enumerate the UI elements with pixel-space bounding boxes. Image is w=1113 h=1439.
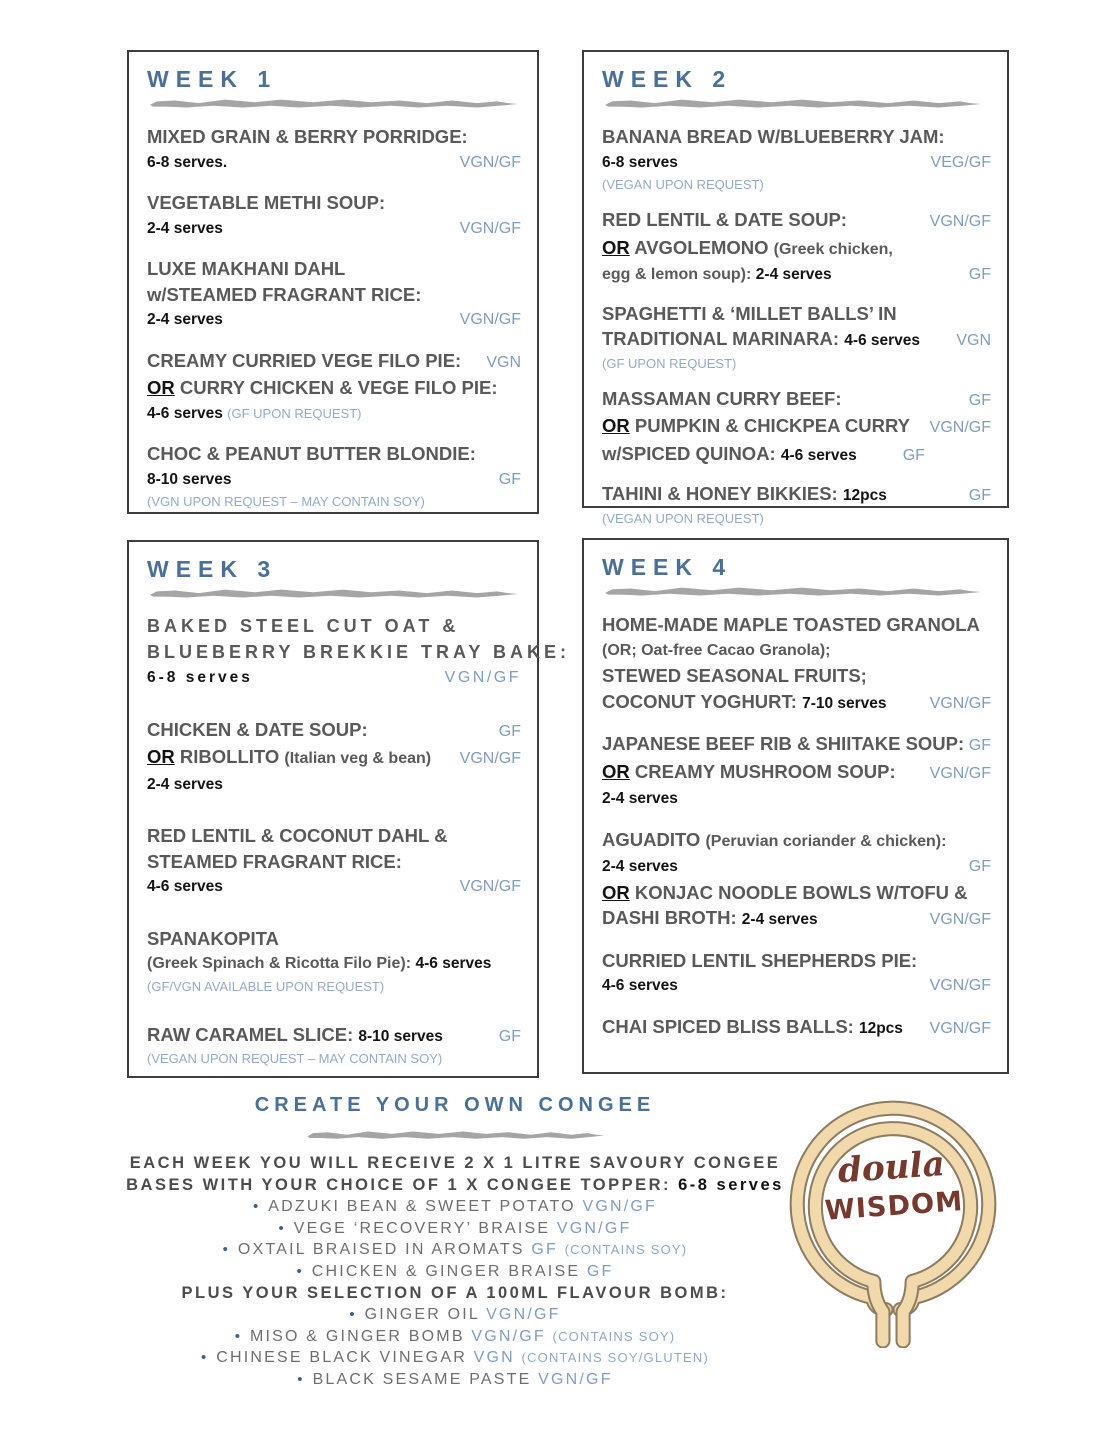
diet-tag: VGN/GF [444,669,521,686]
serves-text: 8-10 serves [358,1027,443,1045]
diet-tag: VGN/GF [486,1306,561,1323]
serves-text: 2-4 serves [602,858,678,875]
bullet-icon: • [222,1241,228,1258]
diet-tag: VGN/GF [929,911,991,928]
dish-name: MIXED GRAIN & BERRY PORRIDGE: [147,126,468,147]
diet-tag: VGN/GF [459,153,521,171]
week-2-box [582,50,1009,526]
congee-item-text: VEGE ‘RECOVERY’ BRAISE [293,1219,557,1237]
dish-note: (VEGAN UPON REQUEST) [602,510,764,526]
dish-name: JAPANESE BEEF RIB & SHIITAKE SOUP: [602,733,965,754]
serves-text: 4-6 serves [147,404,228,422]
diet-tag: GF [902,446,925,464]
dish-name: STEAMED FRAGRANT RICE: [147,850,402,872]
logo-word-doula: doula [836,1144,947,1192]
congee-item-text: CHINESE BLACK VINEGAR [216,1349,474,1366]
congee-flavour-list [40,1304,870,1390]
congee-list-item [40,1369,870,1391]
menu-item [602,481,991,528]
congee-item-text: ADZUKI BEAN & SWEET POTATO [268,1198,583,1215]
diet-tag: GF [586,1262,614,1280]
or-label: OR [602,236,630,258]
congee-list-item [40,1218,870,1240]
serves-text: 4-6 serves [844,332,921,349]
congee-list-item [40,1326,870,1348]
diet-tag: VGN/GF [582,1198,658,1215]
dish-name: SPANAKOPITA [147,927,279,949]
menu-item [147,1022,521,1069]
congee-list-item [40,1196,870,1218]
dish-name: COCONUT YOGHURT: [602,690,803,712]
dish-subtitle: (Peruvian coriander & chicken): [705,832,947,850]
congee-list-item [40,1261,870,1283]
menu-item [602,731,991,812]
dish-note: (VEGAN UPON REQUEST – MAY CONTAIN SOY) [147,1051,443,1066]
bullet-icon: • [234,1327,240,1345]
congee-list-item [40,1304,870,1326]
serves-text: 2-4 serves [147,311,223,328]
diet-tag: VGN/GF [929,213,991,230]
week-title: WEEK 4 [602,554,733,580]
congee-item-text: GINGER OIL [364,1306,487,1323]
dish-name: AGUADITO [602,828,706,850]
diet-tag: GF [968,487,991,504]
serves-text: 2-4 serves [755,266,832,283]
congee-flavour-heading: PLUS YOUR SELECTION OF A 100ML FLAVOUR BOMB: [181,1284,729,1302]
menu-item [147,926,521,996]
dish-name: CURRIED LENTIL SHEPHERDS PIE: [602,949,918,971]
diet-tag: VGN/GF [459,750,521,767]
week-3-box [127,540,571,1078]
dish-name: TAHINI & HONEY BIKKIES: [602,483,843,504]
diet-tag: GF [531,1241,565,1258]
congee-serves: 6-8 serves [678,1176,784,1194]
or-label: OR [602,415,630,436]
logo-word-wisdom: WISDOM [823,1186,965,1227]
week-1-box [127,50,539,514]
diet-tag: VGN/GF [459,878,521,895]
dish-name: CHICKEN & DATE SOUP: [147,718,368,740]
menu-item [602,124,991,194]
brush-stroke-divider [602,97,982,111]
serves-text: 12pcs [842,487,887,504]
week-title: WEEK 1 [147,66,278,92]
dish-name: STEWED SEASONAL FRUITS; [602,665,867,686]
congee-item-text: OXTAIL BRAISED IN AROMATS [237,1241,532,1258]
diet-tag: VGN/GF [538,1370,613,1388]
dish-name: CREAMY CURRIED VEGE FILO PIE: [147,349,462,371]
dish-name: CREAMY MUSHROOM SOUP: [629,760,896,782]
brush-stroke-divider [147,587,519,601]
diet-tag: GF [498,1027,521,1045]
dish-name: BANANA BREAD W/BLUEBERRY JAM: [602,126,945,147]
dish-name: CHAI SPICED BLISS BALLS: [602,1015,859,1037]
serves-text: 2-4 serves [741,911,818,928]
doula-wisdom-logo [781,1096,1005,1348]
week-4-box [582,538,1009,1074]
diet-tag: GF [968,858,991,875]
congee-item-text: MISO & GINGER BOMB [249,1327,472,1345]
diet-tag: GF [968,391,991,409]
serves-text: 2-4 serves [147,219,223,237]
dish-name: RED LENTIL & DATE SOUP: [602,209,847,230]
menu-item [147,823,521,900]
dish-subtitle: (Greek Spinach & Ricotta Filo Pie): [147,955,416,972]
congee-item-text: CHICKEN & GINGER BRAISE [311,1262,587,1280]
menu-item [147,717,521,798]
contains-note: (CONTAINS SOY) [564,1242,688,1257]
dish-note: (VEGAN UPON REQUEST) [602,177,764,192]
diet-tag: VGN/GF [929,694,991,712]
bullet-icon: • [349,1306,355,1323]
or-label: OR [602,881,630,903]
congee-intro-line1: EACH WEEK YOU WILL RECEIVE 2 X 1 LITRE SAVOURY CONGEE [129,1154,781,1172]
serves-text: 6-8 serves [147,669,253,686]
bullet-icon: • [278,1219,284,1237]
serves-text: 6-8 serves [602,153,678,171]
week-menu-list [602,612,991,1041]
bullet-icon: • [200,1349,207,1366]
brush-stroke-divider [602,585,982,599]
menu-item [147,441,521,511]
diet-tag: VGN [956,332,991,349]
diet-tag: VGN/GF [459,311,521,328]
serves-text: 2-4 serves [147,775,223,793]
dish-name: w/SPICED QUINOA: [602,442,781,464]
dish-subtitle: (OR; Oat-free Cacao Granola); [602,641,831,659]
diet-tag: GF [968,737,991,754]
dish-note: (VGN UPON REQUEST – MAY CONTAIN SOY) [147,494,425,509]
week-title: WEEK 3 [147,556,278,582]
week-menu-list [147,614,571,1068]
bullet-icon: • [296,1262,302,1280]
dish-subtitle: (Greek chicken, [773,240,893,258]
diet-tag: VGN [486,353,521,371]
diet-tag: GF [968,266,991,283]
diet-tag: VEG/GF [930,153,991,171]
congee-list-item [40,1239,870,1261]
logo-spiral-icon [781,1096,1005,1348]
serves-text: 6-8 serves. [147,153,228,171]
congee-title: CREATE YOUR OWN CONGEE [254,1094,656,1116]
congee-list-item [40,1347,870,1369]
contains-note: (CONTAINS SOY/GLUTEN) [521,1350,710,1365]
brush-stroke-divider [147,97,519,111]
dish-name: CURRY CHICKEN & VEGE FILO PIE: [174,377,498,398]
menu-item [602,948,991,999]
dish-name: DASHI BROTH: [602,907,742,928]
bullet-icon: • [252,1198,259,1215]
or-label: OR [602,760,630,782]
menu-item [602,1014,991,1042]
or-label: OR [147,746,175,767]
dish-name: BLUEBERRY BREKKIE TRAY BAKE: [147,641,571,662]
diet-tag: VGN/GF [929,419,991,436]
dish-note: (GF UPON REQUEST) [227,405,362,421]
dish-name: BAKED STEEL CUT OAT & [147,616,460,636]
serves-text: 12pcs [858,1019,903,1037]
dish-name: HOME-MADE MAPLE TOASTED GRANOLA [602,614,980,635]
menu-item [602,827,991,933]
diet-tag: VGN/GF [471,1327,553,1345]
bullet-icon: • [297,1370,303,1388]
dish-name: LUXE MAKHANI DAHL [147,258,346,279]
week-menu-list [602,124,991,528]
congee-intro-line2 [40,1174,870,1196]
dish-name: VEGETABLE METHI SOUP: [147,192,386,213]
congee-topper-list [40,1196,870,1282]
dish-name: MASSAMAN CURRY BEEF: [602,387,842,409]
congee-item-text: BLACK SESAME PASTE [312,1370,539,1388]
diet-tag: VGN/GF [459,219,521,237]
diet-tag: VGN/GF [556,1219,632,1237]
dish-name: RIBOLLITO [174,746,285,767]
dish-name: CHOC & PEANUT BUTTER BLONDIE: [147,443,476,464]
diet-tag: VGN/GF [929,1019,991,1037]
dish-name: SPAGHETTI & ‘MILLET BALLS’ IN [602,302,897,324]
dish-subtitle: egg & lemon soup): [602,266,756,283]
menu-item [147,614,571,691]
serves-text: 7-10 serves [802,694,887,712]
menu-item [602,301,991,373]
serves-text: 4-6 serves [780,446,857,464]
menu-item [147,348,521,427]
dish-name: KONJAC NOODLE BOWLS W/TOFU & [629,881,968,903]
dish-name: w/STEAMED FRAGRANT RICE: [147,283,422,305]
week-title: WEEK 2 [602,66,733,92]
menu-item [147,190,521,241]
serves-text: 4-6 serves [602,977,678,994]
dish-name: TRADITIONAL MARINARA: [602,328,845,349]
serves-text: 2-4 serves [602,790,678,807]
serves-text: 4-6 serves [415,955,492,972]
dish-note: (GF/VGN AVAILABLE UPON REQUEST) [147,978,385,994]
diet-tag: GF [498,470,521,488]
diet-tag: VGN [473,1349,522,1366]
congee-intro-line2-text: BASES WITH YOUR CHOICE OF 1 X CONGEE TOPPER: [126,1176,679,1194]
menu-item [602,612,991,716]
menu-item [602,207,991,288]
contains-note: (CONTAINS SOY) [552,1328,676,1344]
serves-text: 8-10 serves [147,470,232,488]
diet-tag: VGN/GF [929,764,991,782]
week-menu-list [147,124,521,511]
serves-text: 4-6 serves [147,878,223,895]
congee-section [40,1094,870,1390]
dish-name: PUMPKIN & CHICKPEA CURRY [629,415,915,436]
dish-name: RAW CARAMEL SLICE: [147,1023,359,1045]
brush-stroke-divider [305,1129,605,1142]
dish-name: RED LENTIL & COCONUT DAHL & [147,825,448,846]
diet-tag: GF [498,722,521,740]
menu-item [147,256,521,333]
menu-item [147,124,521,175]
dish-note: (GF UPON REQUEST) [602,355,737,371]
or-label: OR [147,377,175,398]
menu-item [602,386,991,469]
diet-tag: VGN/GF [929,977,991,994]
dish-name: AVGOLEMONO [629,236,774,258]
dish-subtitle: (Italian veg & bean) [284,750,432,767]
